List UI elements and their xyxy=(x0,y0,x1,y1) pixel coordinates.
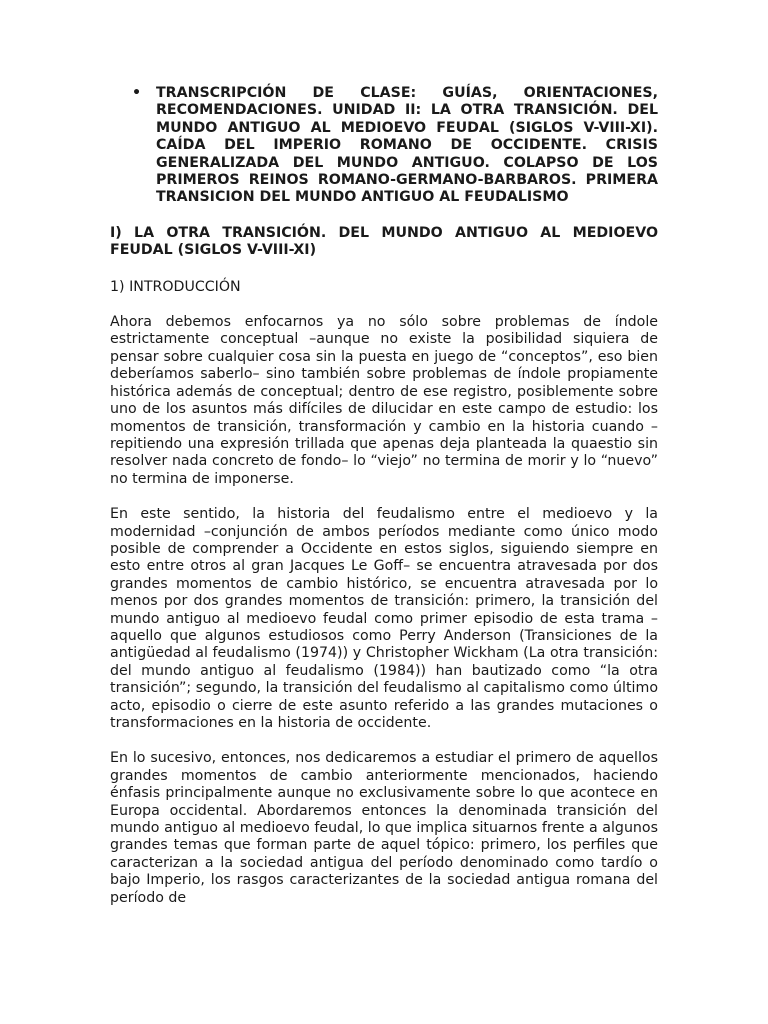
bullet-title-block xyxy=(110,85,658,207)
paragraph: En lo sucesivo, entonces, nos dedicaremos a estudiar el primero de aquellos grandes momentos de cambio anteriormente mencionados, haciendo énfasis principalmente aunque no exclusivamente sobre lo que acontece en Europa occidental. Abordaremos entonces la denominada transición del mundo antiguo al medioevo feudal, lo que implica situarnos frente a algunos grandes temas que forman parte de aquel tópico: primero, los perfiles que caracterizan a la sociedad antigua del período denominado como tardío o bajo Imperio, los rasgos caracterizantes de la sociedad antigua romana del período de xyxy=(110,750,658,906)
paragraph: Ahora debemos enfocarnos ya no sólo sobre problemas de índole estrictamente conceptual –aunque no existe la posibilidad siquiera de pensar sobre cualquier cosa sin la puesta en juego de “conceptos”, eso bien deberíamos saberlo– sino también sobre problemas de índole propiamente histórica además de conceptual; dentro de ese registro, posiblemente sobre uno de los asuntos más difíciles de dilucidar en este campo de estudio: los momentos de transición, transformación y cambio en la historia cuando –repitiendo una expresión trillada que apenas deja planteada la quaestio sin resolver nada concreto de fondo– lo “viejo” no termina de morir y lo “nuevo” no termina de imponerse. xyxy=(110,314,658,487)
paragraph: En este sentido, la historia del feudalismo entre el medioevo y la modernidad –conjunción de ambos períodos mediante como único modo posible de comprender a Occidente en estos siglos, siguiendo siempre en esto entre otros al gran Jacques Le Goff– se encuentra atravesada por dos grandes momentos de cambio histórico, se encuentra atravesada por lo menos por dos grandes momentos de transición: primero, la transición del mundo antiguo al medioevo feudal como primer episodio de esta trama –aquello que algunos estudiosos como Perry Anderson (Transiciones de la antigüedad al feudalismo (1974)) y Christopher Wickham (La otra transición: del mundo antiguo al feudalismo (1984)) han bautizado como “la otra transición”; segundo, la transición del feudalismo al capitalismo como último acto, episodio o cierre de este asunto referido a las grandes mutaciones o transformaciones en la historia de occidente. xyxy=(110,506,658,731)
class-transcription-title: TRANSCRIPCIÓN DE CLASE: GUÍAS, ORIENTACIONES, RECOMENDACIONES. UNIDAD II: LA OTRA TRANSICIÓN. DEL MUNDO ANTIGUO AL MEDIOEVO FEUDAL (SIGLOS V-VIII-XI). CAÍDA DEL IMPERIO ROMANO DE OCCIDENTE. CRISIS GENERALIZADA DEL MUNDO ANTIGUO. COLAPSO DE LOS PRIMEROS REINOS ROMANO-GERMANO-BARBAROS. PRIMERA TRANSICION DEL MUNDO ANTIGUO AL FEUDALISMO xyxy=(156,85,658,206)
introduction-heading: 1) INTRODUCCIÓN xyxy=(110,278,241,295)
bullet-icon: • xyxy=(132,85,142,101)
document-page xyxy=(110,85,658,921)
section-heading: I) LA OTRA TRANSICIÓN. DEL MUNDO ANTIGUO AL MEDIOEVO FEUDAL (SIGLOS V-VIII-XI) xyxy=(110,224,658,259)
